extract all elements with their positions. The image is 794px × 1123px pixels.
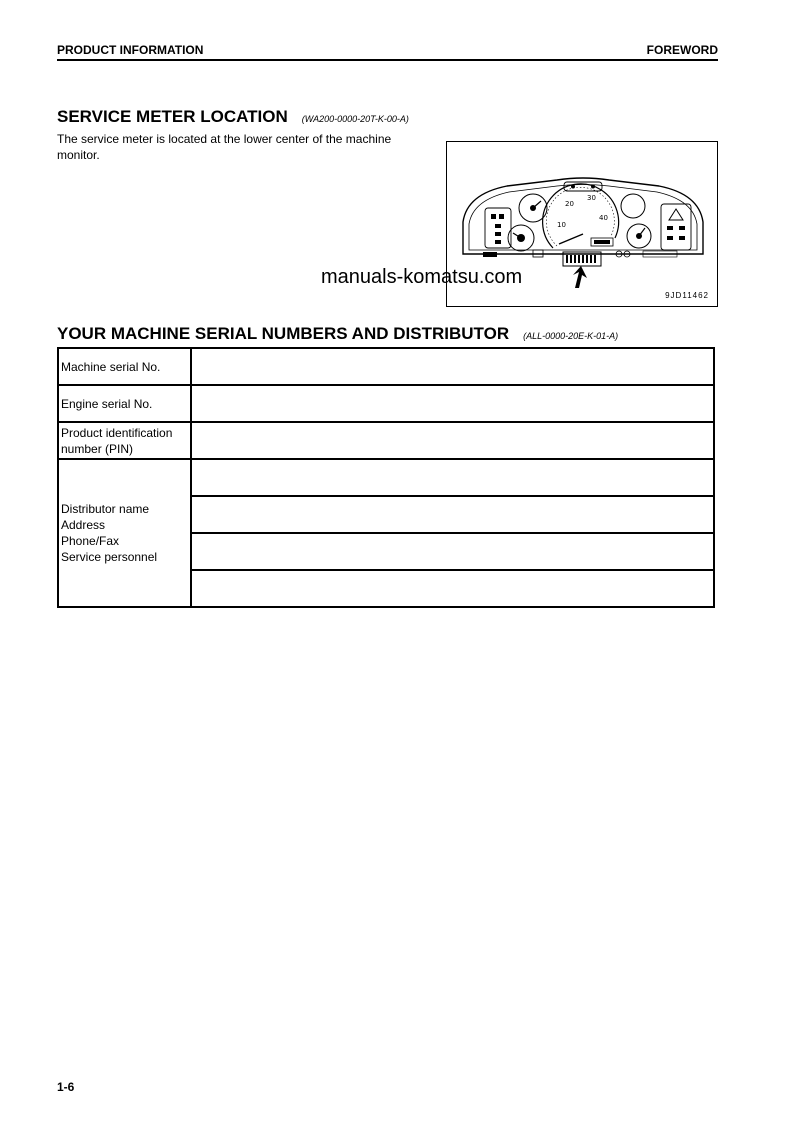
phone-fax-label: Phone/Fax [61,534,120,548]
table-row [58,348,714,385]
warning-triangle-icon [669,209,683,220]
service-meter-code: (WA200-0000-20T-K-00-A) [301,114,409,124]
page-number: 1-6 [57,1080,75,1094]
phone-fax-value [191,533,714,570]
serial-numbers-code: (ALL-0000-20E-K-01-A) [523,331,619,341]
pin-value [191,422,714,459]
distributor-name-value [191,459,714,496]
service-meter-arrow [573,266,587,288]
pin-label-line1: Product identification [61,425,173,440]
distributor-label [58,459,191,607]
header-section-label: PRODUCT INFORMATION [57,43,204,57]
service-meter-heading [57,107,409,127]
speedometer-needle [559,234,583,244]
service-personnel-label: Service personnel [61,550,158,564]
watermark-text: manuals-komatsu.com [321,266,523,288]
service-meter-description: The service meter is located at the lower center of the machine monitor. [57,132,392,162]
table-row [58,422,714,459]
service-meter-title: SERVICE METER LOCATION [57,107,288,126]
table-row [58,459,714,496]
address-value [191,496,714,533]
page-header [57,43,718,61]
gauge-label-30: 30 [587,194,596,202]
machine-serial-label: Machine serial No. [58,348,191,385]
engine-serial-label: Engine serial No. [58,385,191,422]
serial-numbers-heading [57,324,618,344]
right-lamp-panel [661,204,691,250]
pilot-lamp [621,194,645,218]
gauge-label-10: 10 [557,221,566,229]
table-row [58,385,714,422]
machine-serial-value [191,348,714,385]
header-chapter-label: FOREWORD [646,43,718,57]
serial-numbers-table [57,347,715,608]
gauge-label-40: 40 [599,214,608,222]
pin-label [58,422,191,459]
pin-label-line2: number (PIN) [61,441,134,456]
engine-serial-value [191,385,714,422]
gauge-label-20: 20 [565,200,574,208]
address-label: Address [61,518,106,532]
distributor-name-label: Distributor name [61,502,150,516]
figure-id: 9JD11462 [665,291,709,300]
service-personnel-value [191,570,714,607]
serial-numbers-title: YOUR MACHINE SERIAL NUMBERS AND DISTRIBUTOR [57,324,510,343]
